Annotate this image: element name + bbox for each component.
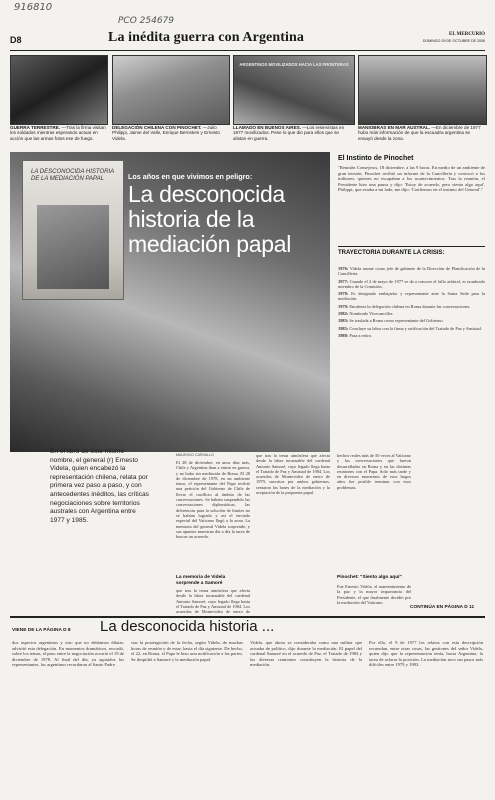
- book-cover-title: LA DESCONOCIDA HISTORIA DE LA MEDIACIÓN PAPAL: [31, 169, 114, 182]
- caption-maniobras: MANIOBRAS EN MAR AUSTRAL. —En diciembre de 1977 hubo más información de que la escuadra argentina se ensayó desde la zona.: [358, 125, 481, 141]
- continuation-col-3: Videla, que ahora se consideraba como una militar que actuaba de político, dijo durante la mediación. El papel del cardenal Samoré en el acuerdo de Paz, el Tratado de 1984 y las diversas reuniones constituyen la historia de la mediación.: [250, 640, 362, 668]
- caption-delegacion: DELEGACIÓN CHILENA CON PINOCHET. —Julio Philippi, Jaime del Valle, Enrique Bernstein y Ernesto Videla.: [112, 125, 220, 141]
- photo-banner-text: ARGENTINOS MOVILIZADOS HACIA LAS FRONTERAS: [239, 62, 349, 67]
- section-title: La inédita guerra con Argentina: [108, 30, 304, 45]
- continuation-col-1: dos aspectos argentinos y otro que no debíamos dilatar, advirtió esta delegación. En momentos dramáticos, recordó, sobre los temas, el paso entre la negociación ocurrió el 19 de diciembre de 1978. Al final del día, ya agotados los representantes, los argentinos recordaron al Santo Padre.: [12, 640, 124, 668]
- timeline-item: 1977: Cuando el 2 de mayo de 1977 se da a conocer el fallo arbitral, es nombrado miembro de la Comisión.: [338, 278, 485, 289]
- book-cover-photo: [37, 205, 109, 289]
- article-headline: [128, 182, 328, 257]
- headline-line-2: historia de la: [128, 206, 255, 232]
- handwritten-record-code: PCO 254679: [118, 16, 175, 26]
- continuation-title: La desconocida historia ...: [100, 618, 275, 635]
- article-subhead: La memoria de Videla sorprende a Samoré: [176, 575, 226, 586]
- article-col-3b: Fue Ernesto Videla, el mantenimiento de la paz y la mayor importancia del Presidente, el que finalmente decidió por la mediación del Vaticano.: [337, 584, 411, 605]
- newspaper-brand: EL MERCURIO: [449, 32, 485, 37]
- continue-note: CONTINÚA EN PÁGINA D 11: [410, 605, 475, 610]
- headline-line-3: mediación papal: [128, 231, 292, 257]
- continuation-label: VIENE DE LA PÁGINA D 8: [12, 628, 71, 633]
- article-kicker: Los años en que vivimos en peligro:: [128, 172, 253, 181]
- main-photo: [10, 152, 330, 452]
- continuation-col-4: Por ello, el 9 de 1977 los relatos con esta descripción recuerdan, entre otras cosas, las gestiones del señor Videla, quien dijo que la representación tenía, hacia Argentina, la tarea de aclarar la posición. La mediación tuvo sus pasos más difíciles entre 1979 y 1983.: [369, 640, 483, 668]
- page-number: D8: [10, 35, 22, 45]
- article-col-3: hechos reales más de 50 veces al Vaticano y las conversaciones que fueron desarrolladas en Roma y en las distintas reuniones con el Papa. Solo más tarde y en diversos momentos de esos largos años fue posible terminar con esos problemas.: [337, 453, 411, 490]
- handwritten-archive-number: 916810: [14, 2, 53, 13]
- headline-line-1: La desconocida: [128, 181, 285, 207]
- timeline-item: 1982: Nombrado Vicecanciller.: [338, 311, 394, 317]
- sidebar-body: "Reunión Consejeros, 18 diciembre, a las 9 horas. En medio de un ambiente de gran tensión, Pinochet recibió un informe de la Cancillería y convocó a los militares, quienes no escapaban a los acontecimientos. Tras la reunión, el Presidente hizo una pausa y dijo: 'Estoy de acuerdo, pero siento algo aquí'. Philippi, que estaba a mi lado, me dijo: 'Confiemos en el instinto del General'.": [338, 165, 485, 192]
- timeline-item: 1985: Concluye su labor con la firma y ratificación del Tratado de Paz y Amistad.: [338, 325, 482, 331]
- article-intro: En el libro de este mismo nombre, el general (r) Ernesto Videla, quien encabezó la representación chilena, relata por primera vez paso a paso, y con antecedentes inéditos, las críticas negociaciones sobre territorios australes con Argentina entre 1977 y 1985.: [50, 448, 149, 524]
- byline: MAURICIO CARVALLO: [176, 453, 214, 457]
- header-rule: [10, 50, 485, 51]
- article-col-1: El 28 de diciembre, en unos días más, Chile y Argentina iban a entrar en guerra, y no hubo sin mediación de Roma. El 28 de diciembre de 1978, en un ambiente tenso, el representante del Papa recibió una petición del Gobierno de Chile de llevar el conflicto al ámbito de las conversaciones. Se habían suspendido las conversaciones diplomáticas, las diferencias para la solución de límites no se habían logrado y así el enviado especial del Vaticano llegó a la zona. La memoria del general Videla sorprende, y sus apuntes muestran día a día la tarea de buscar un acuerdo.: [176, 460, 250, 540]
- timeline-list: [338, 266, 485, 450]
- photo-delegation: [112, 55, 230, 125]
- col3-subhead: Pinochet: "Siento algo aquí": [337, 575, 402, 580]
- caption-guerra-terrestre: GUERRA TERRESTRE. —Tras la firma visitan los soldados mientras esperando actuar en acción que las armas fotos ese de fuego.: [10, 125, 106, 141]
- photo-soldier: [10, 55, 108, 125]
- timeline-title: TRAYECTORIA DURANTE LA CRISIS:: [338, 250, 445, 256]
- sidebar-rule: [338, 246, 485, 247]
- continuation-col-2: ciar la postergación de la fecha, según Videla, de muchas horas de reunión y de estar, hasta el día siguiente. De hecho, el 22, en Roma, el Papa le hizo una notificación a las partes. Se despidió a Samoré y la mediación papal.: [131, 640, 243, 662]
- timeline-item: 1979: Encabeza la delegación chilena en Roma durante las conversaciones.: [338, 303, 471, 309]
- photo-buenos-aires: [233, 55, 355, 125]
- article-col-2: que tras la tensa atmósfera que afecta desde la labor incansable del cardenal Antonio Samoré, cuyo legado llega hasta el Tratado de Paz y Amistad de 1984. Los acuerdos de Montevideo de enero de 1979, suscritos por ambos gobiernos, sentaron las bases de la mediación y la aceptación de la propuesta papal.: [256, 453, 330, 496]
- sidebar-title: El Instinto de Pinochet: [338, 155, 414, 162]
- timeline-item: 1978: Es designado embajador y representante ante la Santa Sede para la mediación.: [338, 291, 485, 302]
- timeline-item: 1983: Se traslada a Roma como representante del Gobierno.: [338, 318, 444, 324]
- photo-ships: [358, 55, 487, 125]
- book-cover: [22, 160, 124, 300]
- date-line: DOMINGO 29 DE OCTUBRE DE 2006: [422, 39, 485, 43]
- timeline-item: 1988: Pasa a retiro.: [338, 332, 373, 338]
- page-header: [10, 32, 485, 48]
- timeline-item: 1976: Videla asume como jefe de gabinete de la Dirección de Planificación de la Cancillería.: [338, 266, 485, 277]
- article-col-1b: que tras la tensa atmósfera que afecta desde la labor incansable del cardenal Antonio Samoré, cuyo legado llega hasta el Tratado de Paz y Amistad de 1984. Los acuerdos de Montevideo de enero de: [176, 588, 250, 614]
- caption-buenos-aires: LLAMADO EN BUENOS AIRES. —Los reservistas en 1977 movilizados. Pese lo que dio para ellos que se alistan en guerra.: [233, 125, 345, 141]
